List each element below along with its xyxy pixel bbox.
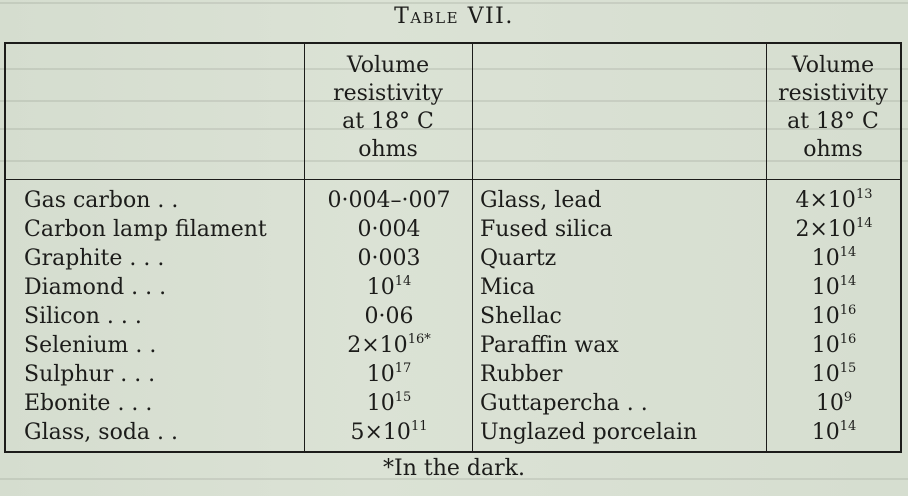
resistivity-value: $10^9$ bbox=[815, 390, 853, 416]
resistivity-value: 0·004 bbox=[357, 217, 421, 242]
material-name: Fused silica bbox=[480, 217, 613, 242]
header-resistivity-left bbox=[304, 52, 472, 164]
resistivity-table bbox=[4, 42, 902, 453]
material-name: Rubber bbox=[480, 362, 563, 387]
resistivity-value: $2\times 10^{16*}$ bbox=[347, 332, 431, 358]
table-row bbox=[6, 186, 904, 215]
table-row bbox=[6, 331, 904, 360]
material-name: Selenium . . bbox=[24, 333, 157, 358]
resistivity-value: $10^{14}$ bbox=[366, 274, 412, 300]
resistivity-value: $10^{14}$ bbox=[811, 245, 857, 271]
resistivity-value: 0·06 bbox=[364, 304, 414, 329]
resistivity-value: $4\times 10^{13}$ bbox=[795, 187, 873, 213]
header-line: at 18° C bbox=[787, 109, 879, 134]
material-name: Mica bbox=[480, 275, 535, 300]
material-name: Glass, lead bbox=[480, 188, 602, 213]
table-row bbox=[6, 389, 904, 418]
material-name: Gas carbon . . bbox=[24, 188, 179, 213]
header-line: resistivity bbox=[778, 81, 888, 106]
resistivity-value: $10^{16}$ bbox=[811, 303, 857, 329]
resistivity-value: $10^{16}$ bbox=[811, 332, 857, 358]
table-row bbox=[6, 418, 904, 447]
material-name: Shellac bbox=[480, 304, 562, 329]
material-name: Sulphur . . . bbox=[24, 362, 156, 387]
table-row bbox=[6, 360, 904, 389]
table-row bbox=[6, 215, 904, 244]
header-line: at 18° C bbox=[342, 109, 434, 134]
header-line: ohms bbox=[803, 137, 863, 162]
resistivity-value: $10^{17}$ bbox=[366, 361, 412, 387]
material-name: Guttapercha . . bbox=[480, 391, 648, 416]
resistivity-value: $10^{14}$ bbox=[811, 419, 857, 445]
table-footnote: *In the dark. bbox=[383, 456, 525, 481]
material-name: Diamond . . . bbox=[24, 275, 167, 300]
resistivity-value: $2\times 10^{14}$ bbox=[795, 216, 873, 242]
material-name: Ebonite . . . bbox=[24, 391, 153, 416]
material-name: Unglazed porcelain bbox=[480, 420, 698, 445]
material-name: Glass, soda . . bbox=[24, 420, 178, 445]
table-row bbox=[6, 302, 904, 331]
header-resistivity-right bbox=[766, 52, 900, 164]
header-line: ohms bbox=[358, 137, 418, 162]
header-line: Volume bbox=[791, 53, 875, 78]
table-row bbox=[6, 244, 904, 273]
header-divider bbox=[6, 179, 900, 180]
header-line: Volume bbox=[346, 53, 430, 78]
resistivity-value: $10^{15}$ bbox=[811, 361, 857, 387]
material-name: Carbon lamp filament bbox=[24, 217, 267, 242]
material-name: Graphite . . . bbox=[24, 246, 165, 271]
material-name: Silicon . . . bbox=[24, 304, 142, 329]
table-title: Table VII. bbox=[394, 4, 514, 29]
material-name: Paraffin wax bbox=[480, 333, 619, 358]
resistivity-value: 0·003 bbox=[357, 246, 421, 271]
resistivity-value: $5\times 10^{11}$ bbox=[350, 419, 428, 445]
table-row bbox=[6, 273, 904, 302]
material-name: Quartz bbox=[480, 246, 557, 271]
resistivity-value: $10^{14}$ bbox=[811, 274, 857, 300]
resistivity-value: $10^{15}$ bbox=[366, 390, 412, 416]
header-line: resistivity bbox=[333, 81, 443, 106]
resistivity-value: 0·004–·007 bbox=[327, 188, 451, 213]
